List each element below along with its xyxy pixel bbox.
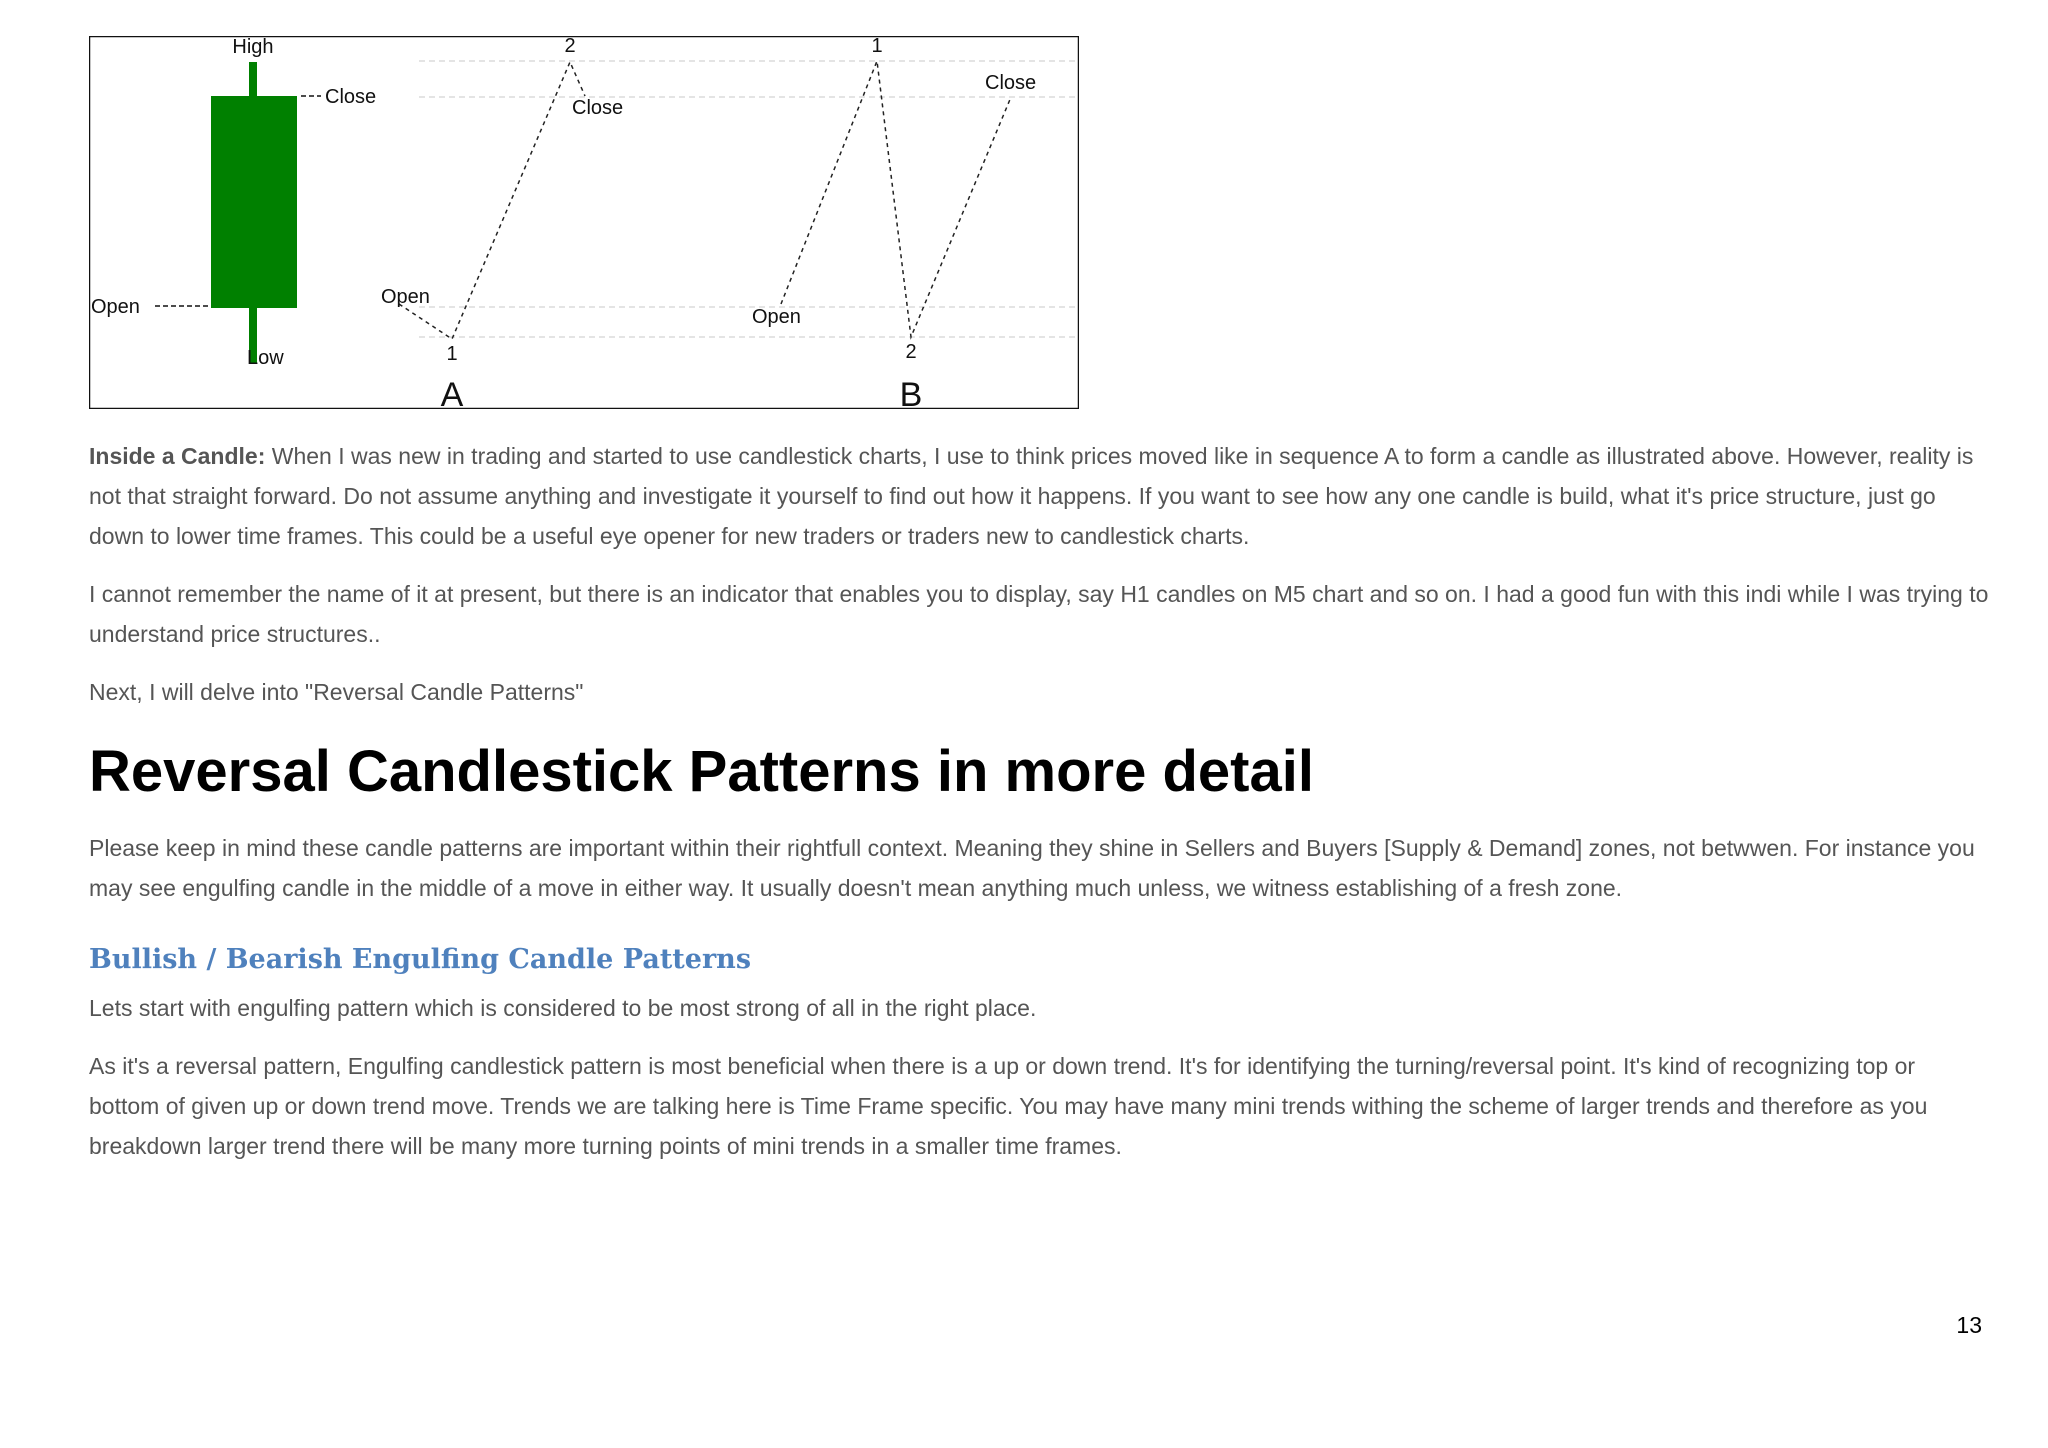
seq-a-open-label: Open [381,286,430,308]
next-topic-paragraph: Next, I will delve into "Reversal Candle Patterns" [89,679,584,705]
page-content [89,436,1989,1184]
engulfing-detail-paragraph: As it's a reversal pattern, Engulfing candlestick pattern is most beneficial when there is a up or down trend. It's for identifying the turning/reversal point. It's kind of recognizing top or bottom of given up or down trend move. Trends we are talking here is Time Frame specific. You may have many mini trends withing the scheme of larger trends and therefore as you breakdown larger trend there will be many more turning points of mini trends in a smaller time frames. [89,1053,1928,1159]
main-heading: Reversal Candlestick Patterns in more detail [89,739,1314,804]
seq-b-letter: B [899,376,923,409]
engulfing-intro-paragraph: Lets start with engulfing pattern which is considered to be most strong of all in the right place. [89,995,1037,1021]
low-label: Low [247,347,284,369]
inside-candle-lead: Inside a Candle: [89,443,266,469]
inside-candle-paragraph [89,436,1989,556]
candle-body [211,96,297,308]
engulfing-subheading: Bullish / Bearish Engulfing Candle Patterns [89,944,752,975]
high-label: High [232,36,274,58]
inside-candle-text: When I was new in trading and started to use candlestick charts, I use to think prices moved like in sequence A to form a candle as illustrated above. However, reality is not that straight forward. Do not assume anything and investigate it yourself to find out how it happens. If you want to see how any one candle is build, what it's price structure, just go down to lower time frames. This could be a useful eye opener for new traders or traders new to candlestick charts. [89,443,1974,549]
candle-sequence-figure [89,36,1079,409]
candle-close-label: Close [325,86,377,108]
seq-b-point-1: 1 [871,36,883,57]
candle-sequence-diagram [89,36,1079,409]
seq-a-close-label: Close [572,97,624,119]
candle-open-label: Open [91,296,140,318]
seq-a-letter: A [440,376,464,409]
seq-a-point-2: 2 [564,36,576,57]
page-number: 13 [1956,1312,1982,1338]
seq-b-open-label: Open [752,306,801,328]
seq-b-close-label: Close [985,72,1037,94]
indicator-paragraph: I cannot remember the name of it at present, but there is an indicator that enables you to display, say H1 candles on M5 chart and so on. I had a good fun with this indi while I was trying to understand price structures.. [89,581,1989,647]
context-paragraph: Please keep in mind these candle patterns are important within their rightfull context. Meaning they shine in Sellers and Buyers [Supply & Demand] zones, not betwwen. For instance you may see engulfing candle in the middle of a move in either way. It usually doesn't mean anything much unless, we witness establishing of a fresh zone. [89,835,1975,901]
seq-a-point-1: 1 [446,343,458,365]
seq-b-point-2: 2 [905,341,917,363]
